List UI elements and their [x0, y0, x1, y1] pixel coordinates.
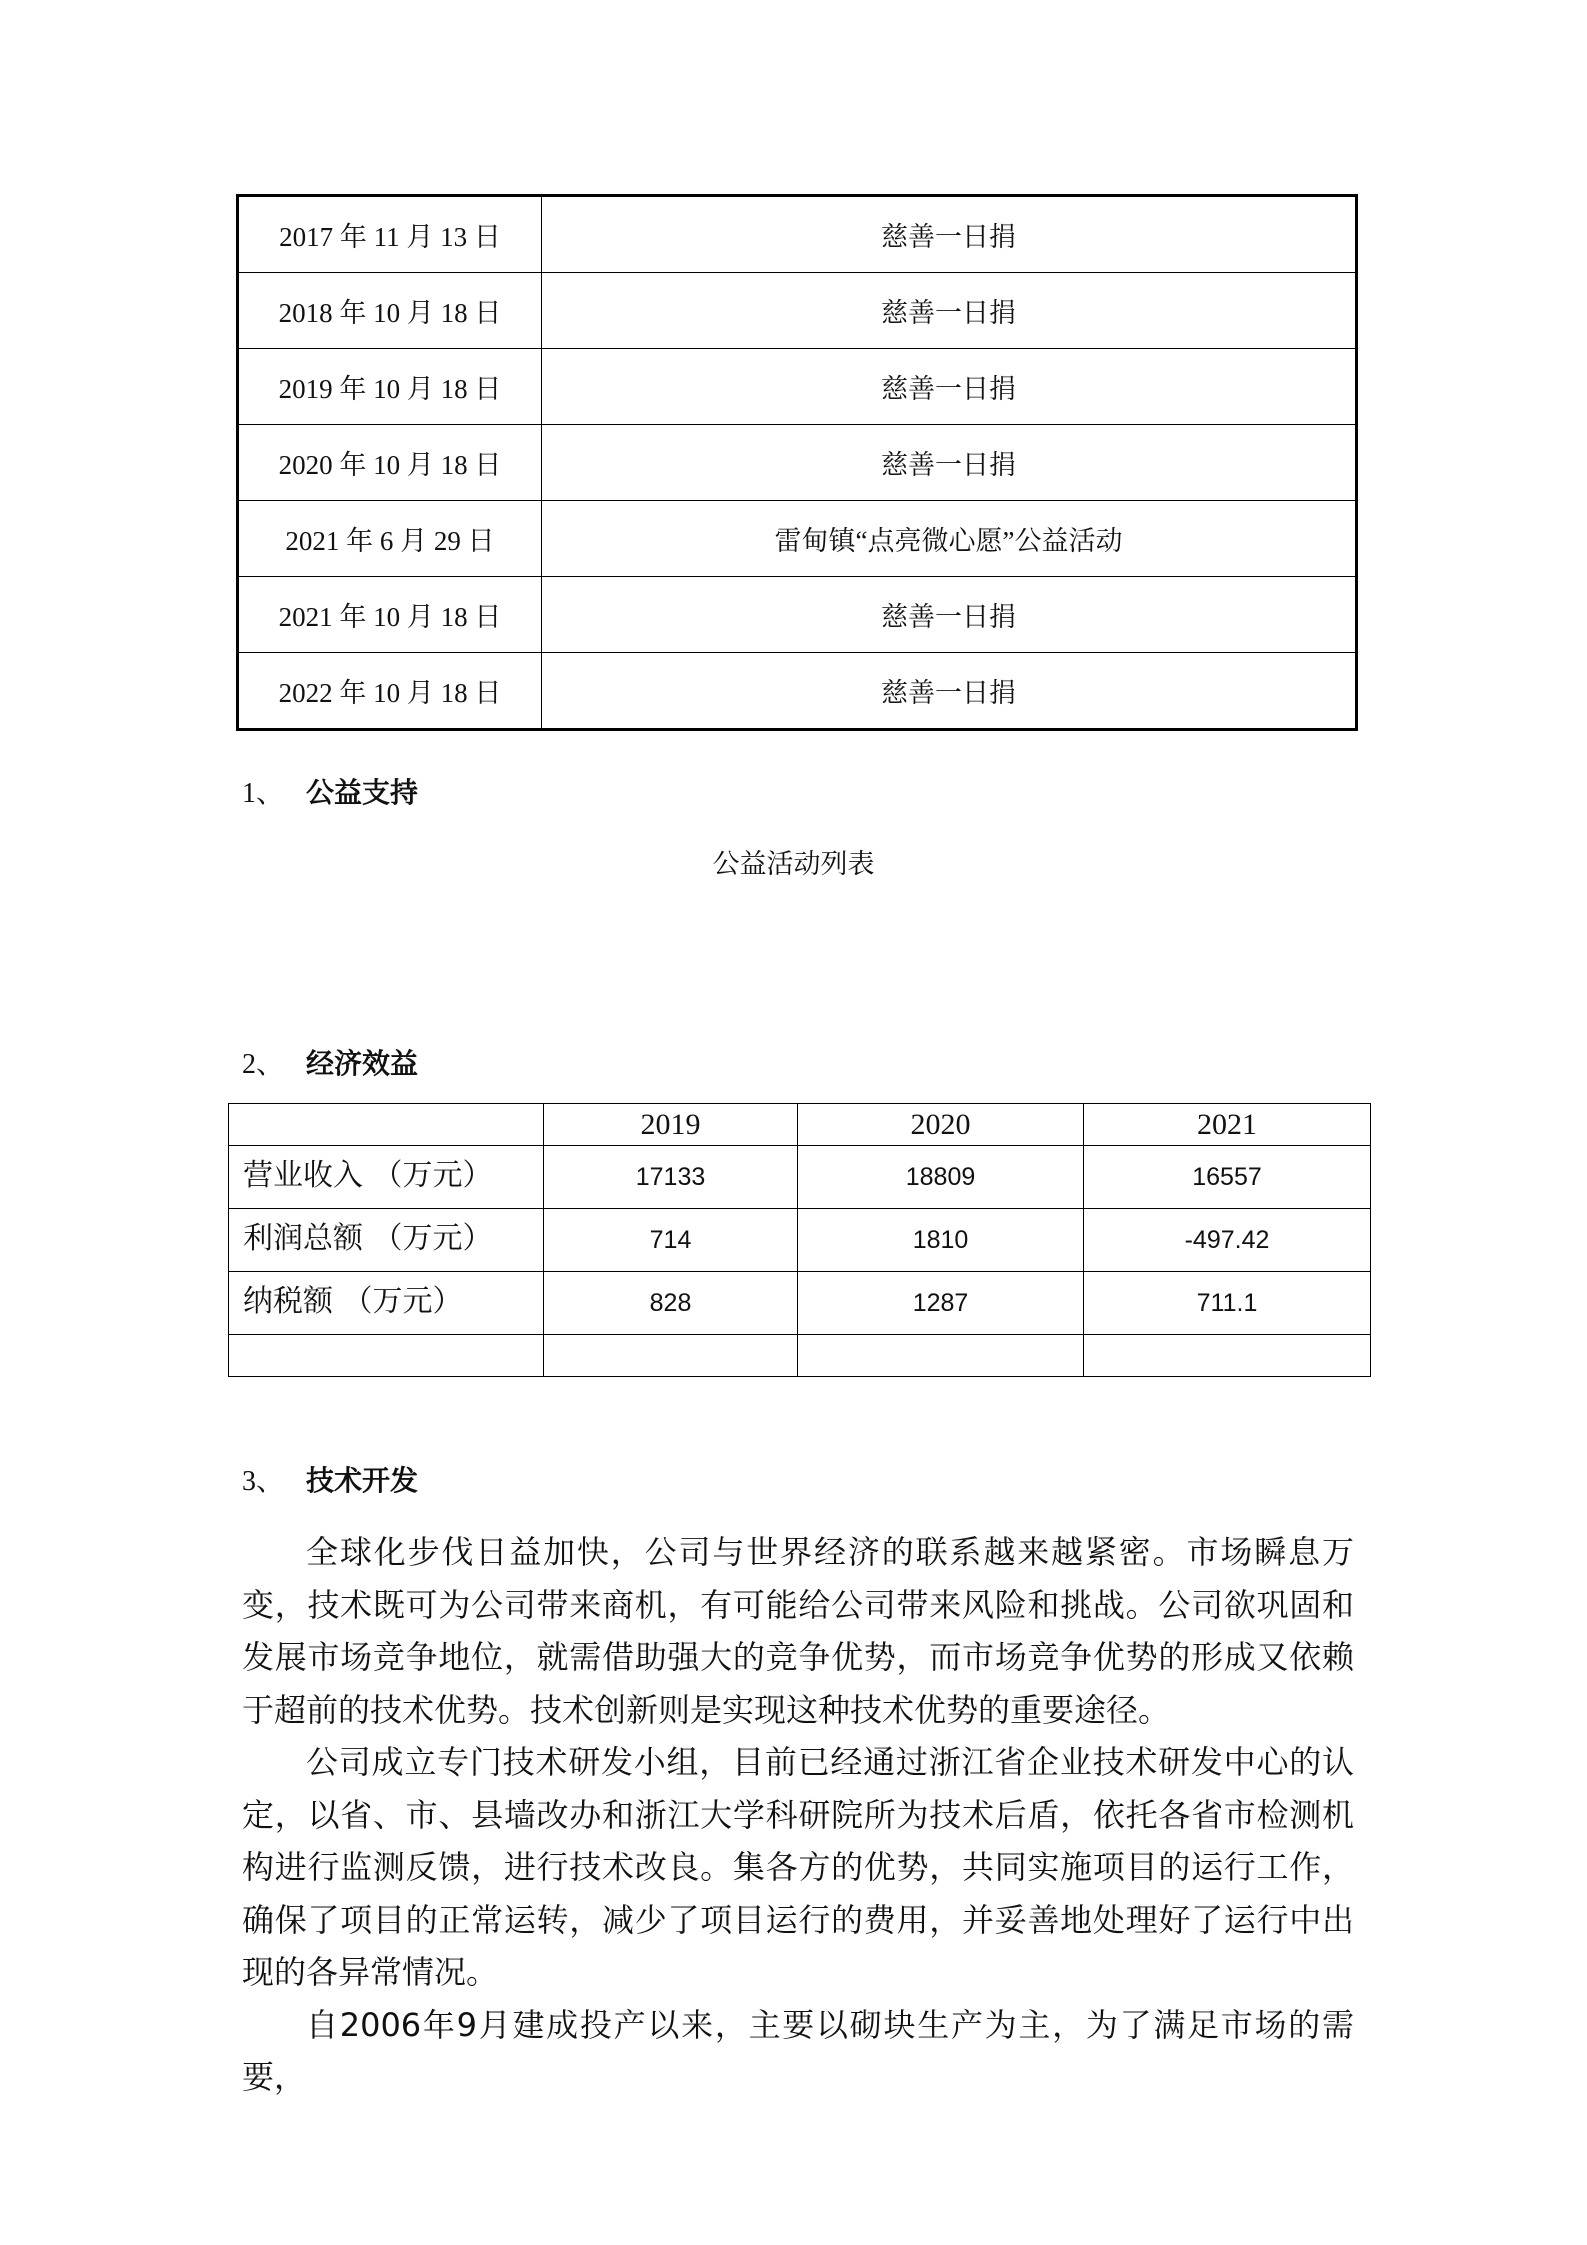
paragraph: 全球化步伐日益加快，公司与世界经济的联系越来越紧密。市场瞬息万变，技术既可为公司带来商机，有可能给公司带来风险和挑战。公司欲巩固和发展市场竞争地位，就需借助强大的竞争优势，而市场竞争优势的形成又依赖于超前的技术优势。技术创新则是实现这种技术优势的重要途径。 — [242, 1533, 1354, 1729]
year-header: 2019 — [544, 1104, 798, 1146]
table-row — [238, 501, 1357, 577]
section-number: 2、 — [242, 1049, 285, 1080]
table-row-empty — [229, 1335, 1371, 1377]
section-heading-2 — [242, 1042, 418, 1082]
empty-cell — [1084, 1335, 1371, 1377]
table-cell: 1810 — [798, 1209, 1084, 1272]
activity-name: 慈善一日捐 — [542, 196, 1357, 273]
table-row — [238, 577, 1357, 653]
activity-date: 2022 年 10 月 18 日 — [238, 653, 542, 730]
activity-name: 慈善一日捐 — [542, 577, 1357, 653]
table-caption: 公益活动列表 — [712, 849, 875, 880]
activity-date: 2020 年 10 月 18 日 — [238, 425, 542, 501]
table-cell: 16557 — [1084, 1146, 1371, 1209]
paragraph: 自2006年9月建成投产以来，主要以砌块生产为主，为了满足市场的需要， — [242, 2005, 1354, 2096]
empty-cell — [798, 1335, 1084, 1377]
paragraph: 公司成立专门技术研发小组，目前已经通过浙江省企业技术研发中心的认定，以省、市、县墙改办和浙江大学科研院所为技术后盾，依托各省市检测机构进行监测反馈，进行技术改良。集各方的优势，共同实施项目的运行工作，确保了项目的正常运转，减少了项目运行的费用，并妥善地处理好了运行中出现的各异常情况。 — [242, 1743, 1354, 1991]
row-label: 纳税额 （万元） — [229, 1272, 544, 1335]
table-row — [238, 653, 1357, 730]
body-text — [242, 1526, 1354, 2104]
section-heading-1 — [242, 771, 418, 811]
table-header-row — [229, 1104, 1371, 1146]
section-number: 3、 — [242, 1466, 285, 1497]
table-row — [238, 425, 1357, 501]
row-label: 营业收入 （万元） — [229, 1146, 544, 1209]
activity-name: 慈善一日捐 — [542, 349, 1357, 425]
activity-date: 2019 年 10 月 18 日 — [238, 349, 542, 425]
table-row — [229, 1272, 1371, 1335]
activity-date: 2021 年 10 月 18 日 — [238, 577, 542, 653]
section-heading-3 — [242, 1459, 418, 1499]
table-cell: 18809 — [798, 1146, 1084, 1209]
empty-cell — [229, 1335, 544, 1377]
table-cell: 1287 — [798, 1272, 1084, 1335]
economic-table — [228, 1103, 1371, 1377]
table-row — [238, 349, 1357, 425]
table-cell: 714 — [544, 1209, 798, 1272]
activity-date: 2018 年 10 月 18 日 — [238, 273, 542, 349]
table-row — [238, 196, 1357, 273]
activity-name: 雷甸镇“点亮微心愿”公益活动 — [542, 501, 1357, 577]
row-label: 利润总额 （万元） — [229, 1209, 544, 1272]
table-row — [229, 1209, 1371, 1272]
year-header: 2020 — [798, 1104, 1084, 1146]
activity-name: 慈善一日捐 — [542, 425, 1357, 501]
table-cell: 17133 — [544, 1146, 798, 1209]
empty-cell — [544, 1335, 798, 1377]
table-row — [229, 1146, 1371, 1209]
year-header: 2021 — [1084, 1104, 1371, 1146]
section-title: 公益支持 — [306, 776, 419, 809]
activity-date: 2021 年 6 月 29 日 — [238, 501, 542, 577]
activity-date: 2017 年 11 月 13 日 — [238, 196, 542, 273]
table-cell: 828 — [544, 1272, 798, 1335]
table-cell: 711.1 — [1084, 1272, 1371, 1335]
section-title: 经济效益 — [306, 1047, 419, 1080]
section-title: 技术开发 — [306, 1464, 419, 1497]
section-number: 1、 — [242, 778, 285, 809]
activity-table — [236, 194, 1358, 731]
activity-name: 慈善一日捐 — [542, 653, 1357, 730]
empty-cell — [229, 1104, 544, 1146]
table-row — [238, 273, 1357, 349]
table-cell: -497.42 — [1084, 1209, 1371, 1272]
activity-name: 慈善一日捐 — [542, 273, 1357, 349]
